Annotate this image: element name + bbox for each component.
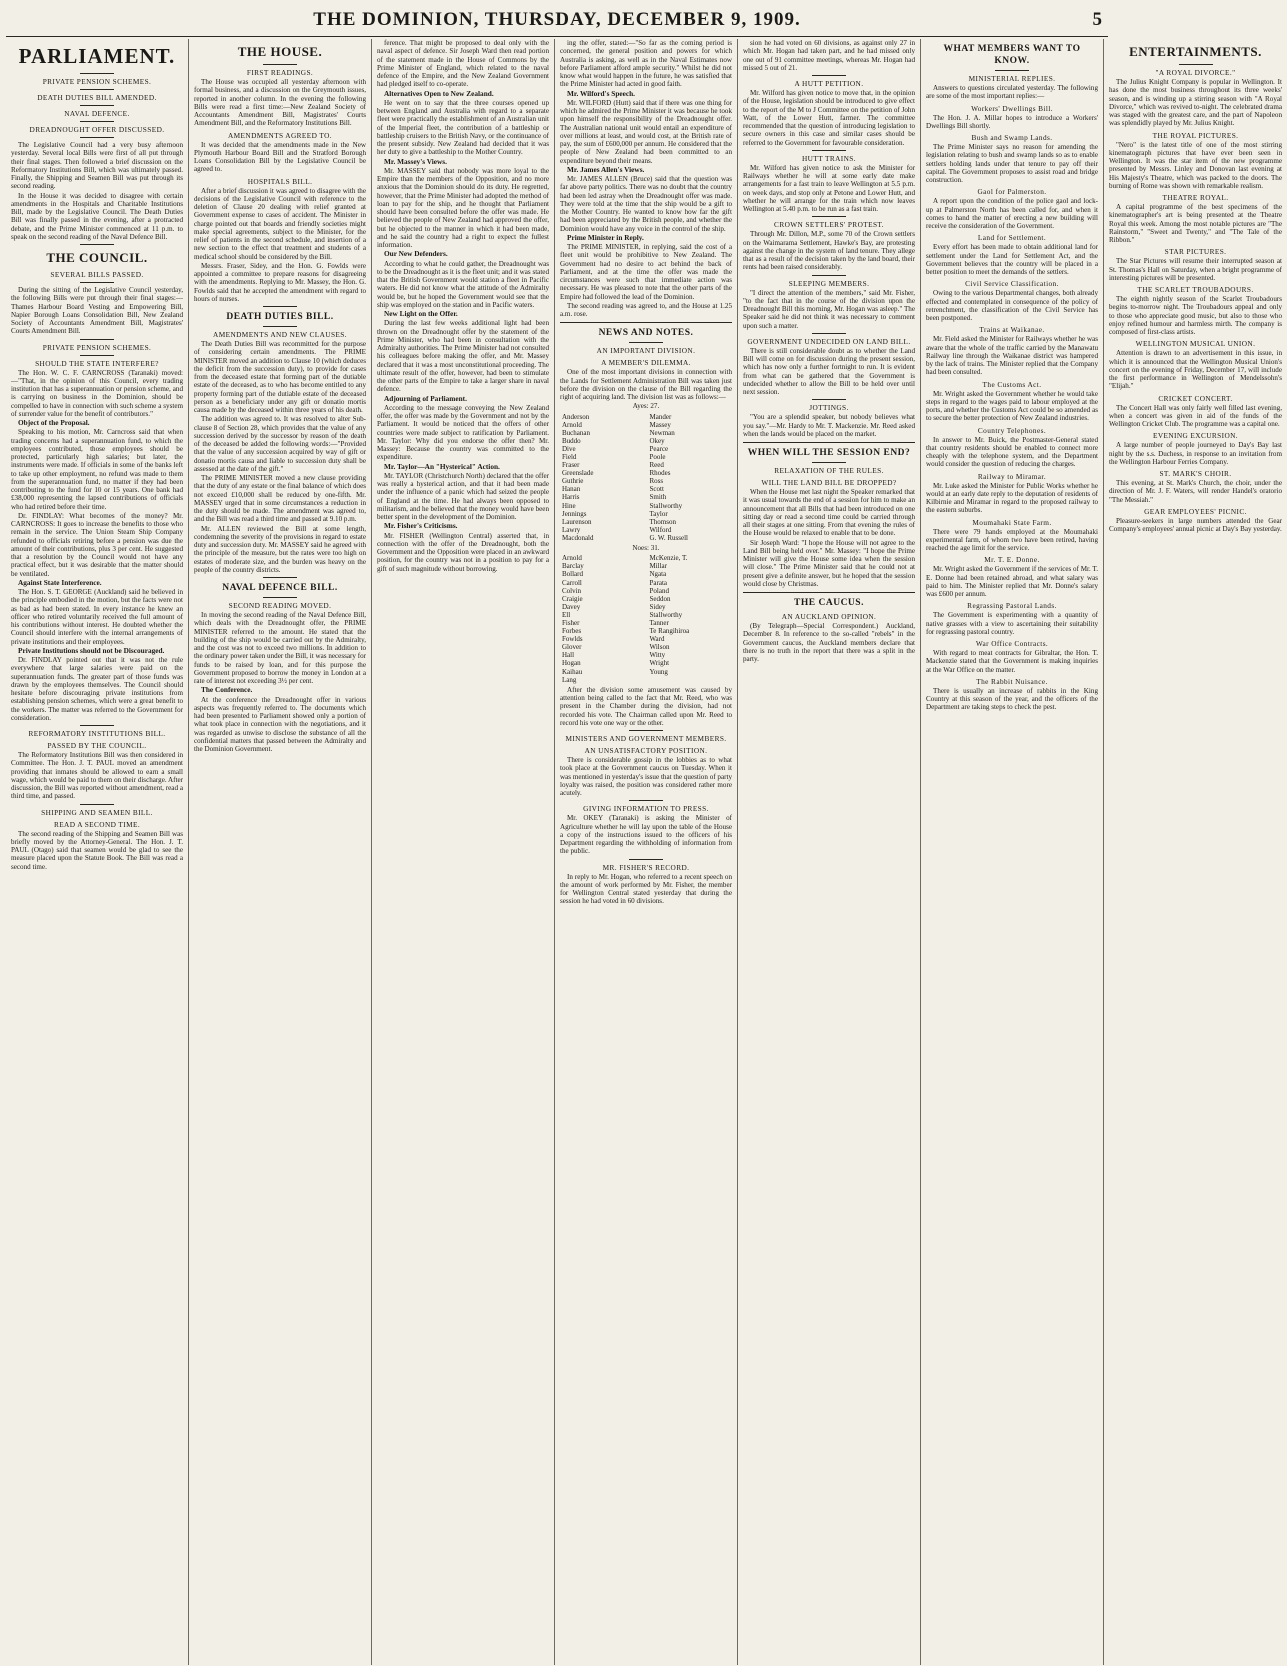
subheading: Country Telephones.	[977, 425, 1047, 435]
divider	[263, 306, 297, 307]
house-heading: THE HOUSE.	[237, 44, 323, 59]
division-member-name: Lang	[562, 675, 577, 684]
article-text: With regard to meat contracts for Gibraltar, the Hon. T. Mackenzie stated that the Government is making inquiries at the War Office on the matter.	[926, 649, 1098, 674]
section-heading: HOSPITALS BILL.	[247, 176, 313, 186]
subheading: War Office Contracts.	[975, 639, 1049, 648]
division-member-name: Wilford	[649, 525, 672, 534]
subheading: Gaol for Palmerston.	[977, 187, 1047, 197]
column-4	[555, 39, 738, 1665]
divider	[80, 73, 114, 74]
divider	[812, 275, 846, 276]
division-member-name: Dive	[562, 444, 576, 453]
division-member-name: Seddon	[649, 594, 671, 603]
division-member-name: Reed	[649, 461, 664, 470]
subheading: The Rabbit Nuisance.	[976, 676, 1048, 686]
division-member-name: Lawry	[562, 525, 581, 534]
article-text: A large number of people journeyed to Day's Bay last night by the s.s. Duchess, in response to an invitation from the Wellington Harbour Ferries Company.	[1109, 441, 1282, 466]
division-member-name: Poole	[649, 452, 666, 461]
parliament-heading: PARLIAMENT.	[18, 44, 176, 68]
article-text: "I direct the attention of the members," said Mr. Fisher, "to the fact that in the course of the division upon the Dreadnought Bill this morning, Mr. Hogan was asleep." The Speaker said he did not think it was necessary to comment upon such a matter.	[743, 288, 915, 330]
pension-heading: PRIVATE PENSION SCHEMES.	[42, 342, 152, 352]
division-member-name: Hall	[562, 651, 575, 660]
article-text: Dr. FINDLAY pointed out that it was not the rule everywhere that large salaries were paid on the superannuation funds. The greater part of those funds was drawn by the employees themselves. The Council should hesitate before discouraging private institutions from establishing pension schemes, which were a great benefit to the workers. The matter was referred to the Government for consideration.	[11, 656, 183, 722]
article-text: Through Mr. Dillon, M.P., some 70 of the Crown settlers on the Waimarama Settlement, Hawke's Bay, are protesting against the change in the system of land tenure. They allege that as a result of the decision taken by the land board, their rents had been raised considerably.	[743, 230, 915, 272]
divider	[812, 399, 846, 400]
section-heading: NAVAL DEFENCE BILL.	[222, 583, 338, 593]
division-member-name: Mander	[649, 412, 672, 421]
subheading: Moumahaki State Farm.	[972, 517, 1052, 527]
subheading: Against State Interference.	[18, 577, 102, 587]
section-deck: MINISTERIAL REPLIES.	[968, 74, 1056, 83]
division-member-name: Davey	[562, 602, 581, 611]
divider	[80, 282, 114, 283]
article-text: This evening, at St. Mark's Church, the choir, under the direction of Mr. J. F. Waters, will render Handel's oratorio "The Messiah."	[1109, 479, 1282, 504]
article-text: It was decided that the amendments made in the New Plymouth Harbour Board Bill and the Stratford Borough Loans Consolidation Bill by the Legislative Council be agreed to.	[194, 140, 366, 174]
section-heading: HUTT TRAINS.	[802, 153, 856, 163]
article-text: The House was occupied all yesterday afternoon with formal business, and a discussion on the Greymouth issues, reported in another column. In the evening the following Bills were read a first time:—New Zealand Society of Accountants Amendment Bill, Magistrates' Courts Amendment Bill, and the Reformatory Institutions Bill.	[194, 78, 366, 128]
subheading: Mr. T. E. Donne.	[984, 555, 1040, 565]
column-7	[1104, 39, 1287, 1665]
noes-list	[560, 554, 732, 684]
subheading: Railway to Miramar.	[977, 471, 1047, 481]
article-text: The addition was agreed to. It was resolved to alter Sub-clause 8 of Section 28, which provides that the value of any succession derived by the successor by reason of the death of the deceased be added the following words:—"Provided that the value of any succession acquired by way of gift or donatio mortis causa and liable to succession duty shall be assessed at the date of the gift."	[194, 415, 366, 473]
section-heading: FIRST READINGS.	[246, 68, 314, 77]
division-member-name: Stallworthy	[649, 610, 683, 619]
article-text: The eighth nightly season of the Scarlet Troubadours begins to-morrow night. The Troubadours appeal and only to those who appreciate good music, but also to those who enjoy refined humour and harmless mirth. The company is composed of first-class artists.	[1109, 295, 1282, 336]
article-text: "You are a splendid speaker, but nobody believes what you say."—Mr. Hardy to Mr. T. Mackenzie. Mr. Reed asked when the lands would be placed on the market.	[743, 413, 915, 438]
column-6	[921, 39, 1104, 1665]
article-text: The PRIME MINISTER moved a new clause providing that the duty of any estate or the final balance of which does not exceed £10,000 shall be reduced by one-fifth. Mr. MASSEY urged that in some circumstances a reduction in the duty should be made. The amendment was agreed to, and the Bill was read a third time and passed at 9.10 p.m.	[194, 474, 366, 524]
article-text: According to what he could gather, the Dreadnought was to be the Dreadnought as it is the fleet unit; and it was stated that the British Government would station a fleet in Pacific waters. He did not know what the attitude of the Admiralty would be, but he hoped the Government would see that the ship was employed on the station and in Pacific waters.	[377, 259, 549, 309]
article-text: Attention is drawn to an advertisement in this issue, in which it is announced that the Wellington Musical Union's concert on the evening of Friday, December 17, will include the first performance in Wellington of Mendelssohn's "Elijah."	[1109, 349, 1282, 391]
article-text: Speaking to his motion, Mr. Carncross said that when trading concerns had a superannuation fund, to which the employees contributed, those employees should be protected, particularly high salaries; but later, the instruments were made. If officials in some of the banks left to take up other employment, no refund was made to them from the superannuation fund, no matter if they had been contributing to the fund for 10 or 15 years. One bank had £38,000 representing the lapsed contributions of officials who had retired before their time.	[11, 428, 183, 511]
article-text: The Star Pictures will resume their interrupted season at St. Thomas's Hall on Saturday, when a bright programme of interesting pictures will be presented.	[1109, 257, 1282, 282]
article-text: Mr. WILFORD (Hutt) said that if there was one thing for which he admired the Prime Minister it was because he took upon himself the responsibility of the Dreadnought offer. The Australian national unit would entail an expenditure of over millions at least, and would cost, at the British rate of pay, the sum of £600,000 per annum. He considered that the people of New Zealand had been committed to an expenditure beyond their means.	[560, 98, 732, 165]
subheading: Adjourning of Parliament.	[384, 393, 467, 403]
section-heading: GEAR EMPLOYEES' PICNIC.	[1144, 506, 1247, 516]
article-text: Mr. JAMES ALLEN (Bruce) said that the question was far above party politics. There was no doubt that the country had been led astray when the Dreadnought offer was made. They were told at the time that the ship would be a gift to the Mother Country. He wanted to know how far the gift had been appreciated by the British people, and whether the Dominion would have any voice in the control of the ship.	[560, 175, 732, 233]
article-text: Pleasure-seekers in large numbers attended the Gear Company's employees' annual picnic at Day's Bay yesterday.	[1109, 516, 1282, 533]
division-member-name: Wright	[649, 659, 670, 668]
section-deck: RELAXATION OF THE RULES.	[774, 466, 884, 475]
division-member-name: Witty	[649, 651, 666, 660]
division-member-name: Stallworthy	[649, 501, 683, 510]
article-text: (By Telegraph—Special Correspondent.) Auckland, December 8. In reference to the so-called "rebels" in the Government caucus, the Auckland members declare that there is no truth in the report that there was a split in the party.	[743, 622, 915, 663]
column-5	[738, 39, 921, 1665]
article-text: Mr. MASSEY said that nobody was more loyal to the Empire than the members of the Opposition, and no more anxious that the Dominion should do its duty. He regretted, however, that the Prime Minister had adopted the method of loan to pay for the ship, and he thought that Parliament should have been consulted before the offer was made. He believed the people of New Zealand had approved the offer, but he objected to the manner in which it had been made, and he said the country had a right to expect the fullest information.	[377, 166, 549, 249]
section-deck: AN AUCKLAND OPINION.	[781, 612, 877, 621]
divider	[743, 592, 915, 593]
section-heading: GOVERNMENT UNDECIDED ON LAND BILL.	[747, 336, 911, 346]
subheading: The Conference.	[201, 685, 253, 695]
division-member-name: Wilson	[649, 643, 670, 652]
division-member-name: Field	[562, 452, 577, 461]
members-heading: WHAT MEMBERS WANT TO KNOW.	[943, 44, 1081, 66]
article-text: Mr. ALLEN reviewed the Bill at some length, condemning the severity of the provisions in regard to estate duty and succession duty. Mr. MASSEY said he agreed with the principle of the measure, but the rates were too high on estates of moderate size, and the burden was heavy on the people of the country districts.	[194, 524, 366, 574]
article-text: Mr. FISHER (Wellington Central) asserted that, in connection with the offer of the Dreadnought, both the Government and the Opposition were placed in an awkward position, for the country was not in a position to pay for a gift of such magnitude without borrowing.	[377, 531, 549, 573]
deck-3: NAVAL DEFENCE.	[64, 109, 130, 118]
division-member-name: Barclay	[562, 562, 584, 571]
subheading: Civil Service Classification.	[965, 279, 1059, 289]
masthead	[6, 4, 1108, 37]
article-text: Dr. FINDLAY: What becomes of the money? Mr. CARNCROSS: It goes to increase the benefits to those who remain in the service. The Union Steam Ship Company refunded to officials retiring before a pension was due the amount of their contributions, plus 3 per cent. He suggested that a resolution by the Council would not have any practical effect, but it was desirable that the matter should be ventilated.	[11, 511, 183, 578]
division-member-name: Bollard	[562, 570, 583, 579]
division-member-name: Hanan	[562, 485, 581, 494]
article-text: The Reformatory Institutions Bill was then considered in Committee. The Hon. J. T. PAUL moved an amendment providing that inmates should be allowed to earn a small wage, which would be paid to them on their discharge. After discussion, the Bill was reported without amendment, read a third time, and passed.	[11, 751, 183, 801]
council-deck: SEVERAL BILLS PASSED.	[50, 270, 144, 279]
division-member-name: Arnold	[562, 420, 582, 429]
article-text: Messrs. Fraser, Sidey, and the Hon. G. Fowlds were appointed a committee to prepare reasons for disagreeing with the amendments. Replying to Mr. Massey, the Hon. G. Fowlds said that he accepted the amendment with regard to hours of nurses.	[194, 261, 366, 303]
divider	[80, 355, 114, 356]
divider	[812, 150, 846, 151]
entertainments-heading: ENTERTAINMENTS.	[1129, 44, 1262, 59]
division-column	[560, 413, 645, 543]
division-member-name: Tanner	[649, 619, 669, 627]
subheading: Regrassing Pastoral Lands.	[967, 601, 1057, 611]
division-member-name: Ngata	[649, 570, 667, 579]
division-member-name: Fisher	[562, 619, 580, 627]
divider	[80, 89, 114, 90]
divider	[80, 137, 114, 138]
subheading: Land for Settlement.	[977, 233, 1047, 243]
section-deck: SECOND READING MOVED.	[228, 601, 332, 610]
article-text: The Legislative Council had a very busy afternoon yesterday. Several local Bills were first of all put through their final stages. Then followed a brief discussion on the Reformatory Institutions Bill, which was ultimately passed. Finally, the Shipping and Seamen Bill was put through its second reading.	[11, 141, 183, 191]
divider	[80, 105, 114, 106]
division-member-name: Anderson	[562, 412, 590, 421]
division-member-name: Carroll	[562, 578, 582, 587]
session-heading: WHEN WILL THE SESSION END?	[747, 448, 911, 458]
divider	[812, 462, 846, 463]
division-member-name: Thomson	[649, 517, 676, 526]
section-deck: AMENDMENTS AND NEW CLAUSES.	[213, 330, 347, 339]
article-text: sion he had voted on 60 divisions, as against only 27 in which Mr. Hogan had taken part, and he had missed only one out of 91 committee meetings, whereas Mr. Hogan had missed 5 out of 21.	[743, 39, 915, 72]
article-text: There is considerable gossip in the lobbies as to what took place at the Government caucus on Tuesday. When it was mentioned in yesterday's issue that the question of party loyalty was raised, the position was considered rather more acutely.	[560, 756, 732, 797]
division-member-name: Fowlds	[562, 635, 583, 644]
shipping-heading: SHIPPING AND SEAMEN BILL.	[41, 807, 153, 817]
divider	[812, 216, 846, 217]
article-text: The second reading of the Shipping and Seamen Bill was briefly moved by the Attorney-General. The Hon. J. T. PAUL (Otago) said that seamen would be glad to see the measure placed upon the Statute Book. The Bill was read a second time.	[11, 829, 183, 871]
page-number: 5	[1092, 9, 1102, 30]
article-text: "Nero" is the latest title of one of the most stirring kinematograph pictures that have ever been seen in Wellington. It was the star item of the new programme presented by Messrs. Linley and Donovan last evening at His Majesty's Theatre, which was packed to the doors. The burning of Rome was shown with remarkable realism.	[1109, 140, 1282, 190]
article-text: There is still considerable doubt as to whether the Land Bill will come on for discussion during the present session, which has now only a further fortnight to run. It is evident from what can be gathered that the Government is undecided whether to allow the Bill to be held over until next session.	[743, 346, 915, 396]
article-text: According to the message conveying the New Zealand offer, the offer was made by the Government and not by the Parliament. It would be noticed that the offers of other countries were made subject to ratification by Parliament. Mr. Taylor: Why did you endorse the offer then? Mr. Massey: Because the country was committed to the expenditure.	[377, 403, 549, 462]
division-member-name: Poland	[649, 586, 669, 595]
division-member-name: Guthrie	[562, 477, 584, 486]
subheading: Mr. Taylor—An "Hysterical" Action.	[384, 461, 500, 471]
article-text: The PRIME MINISTER, in replying, said the cost of a fleet unit would be prohibitive to New Zealand. The Government had no desire to act behind the back of Parliament, and at the time the offer was made the circumstances were such that immediate action was necessary. He was pleased to note that the other parts of the Empire had followed the lead of the Dominion.	[560, 243, 732, 301]
division-member-name: Laurenson	[562, 517, 592, 526]
division-member-name: Sidey	[649, 602, 666, 611]
subheading: Private Institutions should not be Discouraged.	[18, 645, 165, 655]
section-heading: AMENDMENTS AGREED TO.	[227, 130, 332, 140]
subheading: Trains at Waikanae.	[979, 325, 1045, 335]
article-text: The Hon. S. T. GEORGE (Auckland) said he believed in the principle embodied in the motion, but the facts were not as bad as had been stated. In every instance he knew an officer who retired voluntarily received the full amount of his contributions without interest. He doubted whether the Council should interfere with the internal arrangements of private institutions and their employees.	[11, 588, 183, 646]
division-member-name: Harris	[562, 493, 580, 502]
section-heading: CRICKET CONCERT.	[1158, 393, 1233, 403]
section-heading: GIVING INFORMATION TO PRESS.	[583, 804, 709, 814]
article-text: In reply to Mr. Hogan, who referred to a recent speech on the amount of work performed by Mr. Fisher, the member for Wellington Central stated yesterday that during the session he had voted in 60 divisions.	[560, 872, 732, 906]
division-member-name: Macdonald	[562, 533, 594, 542]
section-heading: THE SCARLET TROUBADOURS.	[1137, 285, 1254, 294]
article-text: A report upon the condition of the police gaol and lock-up at Palmerston North has been called for, and when it comes to hand the matter of erecting a new building will receive the consideration of the Government.	[926, 197, 1098, 230]
section-heading: ST. MARK'S CHOIR.	[1159, 469, 1232, 478]
division-member-name: McKenzie, T.	[649, 554, 688, 563]
divider	[80, 339, 114, 340]
section-heading: DEATH DUTIES BILL.	[226, 312, 334, 322]
divider	[812, 333, 846, 334]
article-text: One of the most important divisions in connection with the Lands for Settlement Administration Bill was taken just before the division on the clause of the Bill regarding the right of acquiring land. The division list was as follows:—	[560, 368, 732, 401]
columns	[6, 39, 1282, 1665]
article-text: The Prime Minister says no reason for amending the legislation relating to bush and swamp lands so as to enable settlers holding lands under that tenure to pay off their capital. The Government proposes to assist road and bridge construction.	[926, 143, 1098, 184]
section-heading: MINISTERS AND GOVERNMENT MEMBERS.	[565, 734, 727, 743]
division-member-name: Taylor	[649, 509, 668, 518]
division-member-name: Buchanan	[562, 428, 590, 437]
division-member-name: Glover	[562, 643, 582, 652]
subheading: New Light on the Offer.	[384, 309, 458, 318]
pension-deck: SHOULD THE STATE INTERFERE?	[35, 358, 159, 368]
section-heading: STAR PICTURES.	[1164, 247, 1227, 257]
article-text: After a brief discussion it was agreed to disagree with the decisions of the Legislative Council with reference to the deletion of Clause 20 dealing with relief granted at Government expense to cases of accident. The Minister in charge pointed out that boards and friendly societies might make special agreements, subject to the Minister, for the relief of patients in the second schedule, and insertion of a new section to the effect that treatment and students of a medical school should be considered by the Bill.	[194, 186, 366, 261]
section-deck: WILL THE LAND BILL BE DROPPED?	[761, 478, 897, 487]
shipping-deck: READ A SECOND TIME.	[53, 819, 141, 829]
division-member-name: Parata	[649, 578, 667, 587]
article-text: He went on to say that the three courses opened up between England and Australia with regard to a separate fleet were practically the establishment of an Australian unit of the Imperial fleet, the contribution of a battleship or battleship cruisers to the British Navy, or the continuance of the present subsidy. New Zealand had decided that it was her duty to give a battleship to the Mother Country.	[377, 98, 549, 157]
article-text: Mr. Field asked the Minister for Railways whether he was aware that the whole of the traffic carried by the Manawatu Railway line through the Waikanae district was hampered by the lack of trains. The Minister replied that the Company had been consulted.	[926, 335, 1098, 377]
article-text: Mr. Wilford has given notice to move that, in the opinion of the House, legislation should be introduced to give effect to the report of the M to J Committee on the petition of John Watt, of the Lower Hutt, farmer. The committee recommended that the question of introducing legislation to secure owners in this case and similar cases should be referred to the Government for favourable consideration.	[743, 89, 915, 147]
article-text: There is usually an increase of rabbits in the King Country at this season of the year, and the officers of the Department are taking steps to check the pest.	[926, 686, 1098, 712]
division-member-name: Newman	[649, 428, 675, 437]
article-text: Mr. TAYLOR (Christchurch North) declared that the offer was really a hysterical action, and that it had been made under the influence of a panic which had seized the people of England at the time. He had always been opposed to militarism, and he believed that the money would have been better spent in the development of the Dominion.	[377, 471, 549, 521]
article-text: The Hon. J. A. Millar hopes to introduce a Workers' Dwellings Bill shortly.	[926, 113, 1098, 130]
division-member-name: Te Rangihiroa	[649, 627, 690, 636]
article-text: The second reading was agreed to, and the House at 1.25 a.m. rose.	[560, 301, 732, 318]
section-heading: JOTTINGS.	[809, 403, 849, 413]
division-member-name: Okey	[649, 436, 665, 445]
noes-label: Noes: 31.	[632, 544, 660, 552]
division-member-name: Forbes	[562, 627, 582, 636]
article-text: Mr. OKEY (Taranaki) is asking the Minister of Agriculture whether he will lay upon the table of the House a copy of the instructions issued to the officers of his Department regarding the withholding of information from the public.	[560, 814, 732, 856]
divider	[80, 725, 114, 726]
article-text: Mr. Wilford has given notice to ask the Minister for Railways whether he will at some early date make arrangements for a fast train to leave Wellington at 5.5 p.m. on week days, and stop only at Petone and Lower Hutt, and whether he will arrange for the train which now leaves Wellington at 5.40 p.m. to be run as a fast train.	[743, 163, 915, 213]
article-text: The Government is experimenting with a quantity of native grasses with a view to ascertaining their suitability for regrassing pastoral country.	[926, 611, 1098, 636]
article-text: In answer to Mr. Buick, the Postmaster-General stated that country residents should be enabled to connect more cheaply with the telephone system, and the Department would consider the question of reducing the charges.	[926, 435, 1098, 469]
subheading: Alternatives Open to New Zealand.	[384, 88, 494, 98]
ayes-label: Ayes: 27.	[632, 402, 660, 411]
column-3	[372, 39, 555, 1665]
article-text: The Death Duties Bill was recommitted for the purpose of considering certain amendments. The PRIME MINISTER moved an addition to Clause 10 (which deduces the deficit from the succession duty), to provide for cases from the deceased estate that forming part of the dutiable estate of the deceased, as to who has become entitled to any property forming part of the dutiable estate of the deceased person as a beneficiary under any gift or donatio mortis causa made by the deceased within three years of his death.	[194, 340, 366, 414]
division-member-name: Craigie	[562, 594, 583, 603]
division-member-name: Massey	[649, 420, 671, 429]
deck-2: DEATH DUTIES BILL AMENDED.	[37, 93, 157, 102]
divider	[80, 244, 114, 245]
article-text: ference. That might be proposed to deal only with the naval aspect of defence. Sir Joseph Ward then read portion of the statement made in the House of Commons by the Prime Minister of England, which related to the naval defence of the Empire, and the New Zealand Government had pledged itself to co-operate.	[377, 39, 549, 89]
division-member-name: Young	[649, 667, 668, 676]
article-text: The Concert Hall was only fairly well filled last evening, when a concert was given in aid of the funds of the Wellington Cricket Club. The programme was a capital one.	[1109, 403, 1282, 428]
column-1	[6, 39, 189, 1665]
subheading: Mr. Massey's Views.	[384, 156, 447, 166]
divider	[80, 804, 114, 805]
divider	[995, 70, 1029, 71]
deck-1: PRIVATE PENSION SCHEMES.	[42, 77, 152, 86]
division-member-name: Jennings	[562, 509, 587, 518]
division-member-name: Kaihau	[562, 667, 583, 676]
division-member-name: Rhodes	[649, 469, 671, 478]
section-heading: WELLINGTON MUSICAL UNION.	[1135, 339, 1256, 349]
subheading: Bush and Swamp Lands.	[971, 133, 1053, 142]
division-member-name: Greenslade	[562, 469, 594, 478]
article-text: The Julius Knight Company is popular in Wellington. It has done the most business throughout its three weeks' season, and is winding up a stirring season with "A Royal Divorce," which was revived to-night. The celebrated drama was staged with the greatest care, and the part of Napoleon was splendidly played by Mr. Julius Knight.	[1109, 78, 1282, 128]
article-text: In the House it was decided to disagree with certain amendments in the Hospitals and Charitable Institutions Bill, made by the Legislative Council. The Death Duties Bill was finally passed in the evening, after a protracted debate, and the Prime Minister commenced at 11 p.m. to speak on the second reading of the Naval Defence Bill.	[11, 191, 183, 241]
reform-heading: REFORMATORY INSTITUTIONS BILL.	[28, 729, 166, 738]
divider	[80, 121, 114, 122]
deck-4: DREADNOUGHT OFFER DISCUSSED.	[29, 125, 165, 134]
division-column	[648, 413, 733, 543]
section-deck: AN UNSATISFACTORY POSITION.	[584, 746, 708, 755]
division-member-name: Scott	[649, 485, 664, 494]
subheading: Prime Minister in Reply.	[567, 232, 644, 242]
divider	[263, 326, 297, 327]
division-member-name: Hine	[562, 501, 576, 510]
masthead-title: THE DOMINION, THURSDAY, DECEMBER 9, 1909.	[313, 9, 801, 30]
division-member-name: Hogan	[562, 659, 581, 668]
division-member-name: Colvin	[562, 586, 582, 595]
ayes-list	[560, 413, 732, 543]
subheading: Mr. James Allen's Views.	[567, 164, 645, 174]
column-2	[189, 39, 372, 1665]
divider	[263, 64, 297, 65]
section-heading: MR. FISHER'S RECORD.	[602, 862, 690, 872]
divider	[560, 322, 732, 323]
division-member-name: Ell	[562, 610, 571, 619]
divider	[263, 597, 297, 598]
article-text: During the last few weeks additional light had been thrown on the Dreadnought offer by the statement of the Prime Minister, who had been in consultation with the Admiralty authorities. The Prime Minister had not consulted his colleagues before making the offer, and Mr. Massey declared that it was a most unconstitutional proceeding. The ultimate result of the offer, however, had been to stimulate the other parts of the Empire to take a larger share in naval defence.	[377, 319, 549, 394]
article-text: ing the offer, stated:—"So far as the coming period is concerned, the general position and powers for which Australia is asking, as well as in the Naval Estimates now before Parliament afford ample security." Whilst he did not know what would happen in the future, he was satisfied that the Prime Minister had acted in good faith.	[560, 39, 732, 89]
divider	[263, 577, 297, 578]
division-column	[648, 554, 733, 684]
subheading: The Customs Act.	[982, 379, 1042, 389]
article-text: During the sitting of the Legislative Council yesterday, the following Bills were put through their final stages:—Thames Harbour Board Vesting and Empowering Bill, Napier Borough Loans Consolidation Bill, New Zealand Society of Accountants Amendment Bill, Magistrates' Courts Amendment Bill.	[11, 286, 183, 336]
article-text: Mr. Wright asked the Government if the services of Mr. T. E. Donne had been retained abroad, and what salary was paid to him. The Minister replied that Mr. Donne's salary was £600 per annum.	[926, 565, 1099, 598]
division-member-name: Ward	[649, 635, 665, 644]
section-heading: THE ROYAL PICTURES.	[1152, 130, 1239, 140]
divider	[629, 342, 663, 343]
division-member-name: Ross	[649, 477, 664, 486]
divider	[1179, 64, 1213, 65]
article-text: The Hon. W. C. F. CARNCROSS (Taranaki) moved:—"That, in the opinion of this Council, every trading institution that has a superannuation or pension scheme, and is carrying on business in the Dominion, should be compelled to have in connection with such scheme a system of surrender value for the benefit of contributors."	[11, 368, 183, 418]
subheading: Mr. Wilford's Speech.	[567, 88, 635, 98]
division-member-name: Pearce	[649, 444, 669, 453]
article-text: There were 79 hands employed at the Moumahaki experimental farm, of whom two have been retired, having reached the age limit for the service.	[926, 527, 1098, 552]
section-heading: CROWN SETTLERS' PROTEST.	[774, 220, 884, 230]
article-text: Mr. Luke asked the Minister for Public Works whether he would at an early date reply to the deputation of residents of Kilbirnie and Miramar in regard to the proposed railway to the eastern suburbs.	[926, 481, 1098, 515]
division-member-name: Arnold	[562, 554, 582, 563]
subheading: Workers' Dwellings Bill.	[971, 103, 1053, 113]
section-heading: "A ROYAL DIVORCE."	[1155, 68, 1236, 77]
news-heading: NEWS AND NOTES.	[598, 328, 694, 339]
subheading: Mr. Fisher's Criticisms.	[384, 521, 458, 531]
caucus-heading: THE CAUCUS.	[794, 598, 864, 608]
division-member-name: Smith	[649, 493, 667, 502]
subheading: Our New Defenders.	[384, 249, 448, 259]
divider	[629, 859, 663, 860]
article-text: Answers to questions circulated yesterday. The following are some of the most important replies:—	[926, 84, 1098, 101]
section-heading: SLEEPING MEMBERS.	[788, 278, 870, 288]
article-text: After the division some amusement was caused by attention being called to the fact that Mr. Reed, who was present in the Chamber during the division, had not recorded his vote. The Chairman called upon Mr. Reed to record his vote one way or the other.	[560, 685, 732, 727]
article-text: Every effort has been made to obtain additional land for settlement under the Land for Settlement Act, and the Government believes that the country will be placed in a better position to meet the demands of the settlers.	[926, 243, 1098, 276]
division-member-name: G. W. Russell	[649, 533, 689, 542]
council-heading: THE COUNCIL.	[46, 250, 148, 265]
section-heading: A HUTT PETITION.	[794, 79, 864, 88]
reform-deck: PASSED BY THE COUNCIL.	[47, 741, 147, 750]
division-column	[560, 554, 645, 684]
article-text: When the House met last night the Speaker remarked that it was usual towards the end of a session for him to make an announcement that all Bills that had been introduced on one sitting day or read a second time could be carried through all their stages at one sitting. From that evening the rules of the House would be relaxed to enable that to be done.	[743, 488, 915, 538]
article-text: In moving the second reading of the Naval Defence Bill, which deals with the Dreadnought offer, the PRIME MINISTER referred to the amount. He stated that the building of the ship would be carried out by the Admiralty, and the cost was not to exceed two millions. In addition to the ordinary power taken under the Bill, it was necessary for funds to be raised by loan, and for this purpose the Government proposed to borrow the money in London at a rate of interest not exceeding 3½ per cent.	[194, 611, 366, 685]
subheading: Object of the Proposal.	[18, 418, 90, 427]
article-text: At the conference the Dreadnought offer in various aspects was frequently referred to. The documents which had been presented to Parliament showed only a portion of what took place in connection with the negotiations, and it was regarded as unwise to disclose the substance of all the confidential matters that passed between the Admiralty and the Dominion Government.	[194, 695, 366, 753]
division-member-name: Buddo	[562, 436, 581, 445]
news-deck-2: A MEMBER'S DILEMMA.	[601, 358, 691, 368]
section-heading: THEATRE ROYAL.	[1162, 193, 1229, 202]
section-heading: EVENING EXCURSION.	[1152, 431, 1239, 441]
article-text: Mr. Wright asked the Government whether he would take steps in regard to the wages paid to labour employed at the ports, and whether the Customs Act could be so amended as to secure the better protection of New Zealand industries.	[926, 389, 1098, 423]
division-member-name: Fraser	[562, 461, 580, 470]
article-text: Owing to the various Departmental changes, both already effected and contemplated in consequence of the policy of retrenchment, the classification of the Civil Service has been postponed.	[926, 289, 1098, 322]
divider	[629, 730, 663, 731]
divider	[743, 442, 915, 443]
divider	[812, 75, 846, 76]
article-text: A capital programme of the best specimens of the kinematographer's art is being presented at the Theatre Royal this week. Among the most notable pictures are "The Rainstorm," "Sweet and Twenty," and "The Tale of the Ribbon."	[1109, 203, 1282, 244]
division-member-name: Millar	[649, 562, 667, 571]
article-text: Sir Joseph Ward: "I hope the House will not agree to the Land Bill being held over." Mr. Massey: "I hope the Prime Minister will give the House some idea when the session will close." The Prime Minister said that he could not at present give a definite answer, but he hoped that the session would close by Christmas.	[743, 538, 915, 588]
news-deck: AN IMPORTANT DIVISION.	[596, 346, 696, 356]
divider	[629, 800, 663, 801]
